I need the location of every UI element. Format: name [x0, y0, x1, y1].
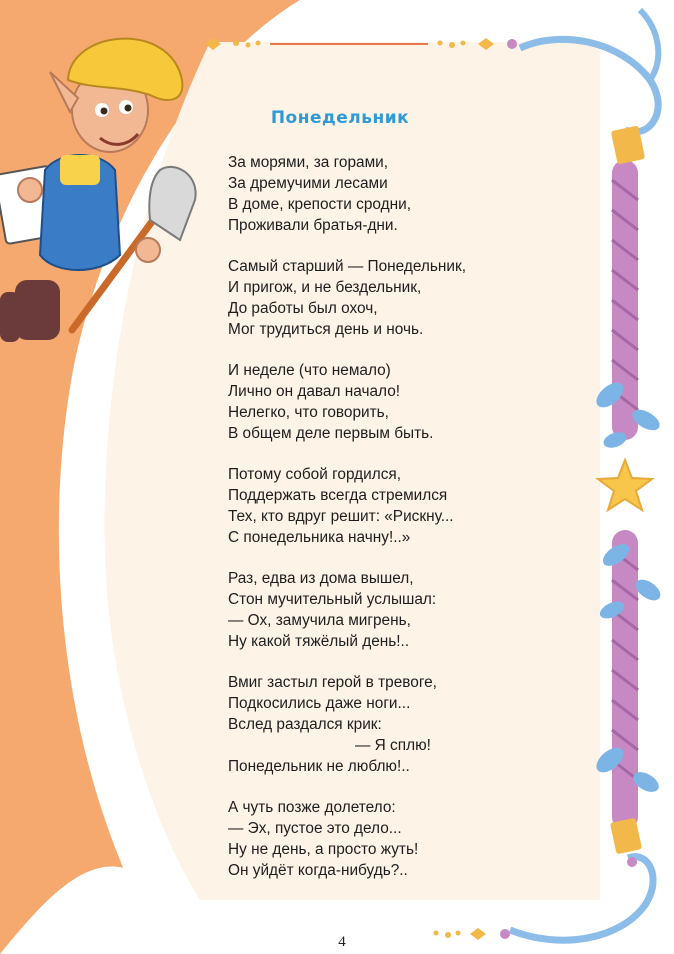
poem-line: — Эх, пустое это дело...: [228, 820, 402, 837]
poem-line: Понедельник не люблю!..: [228, 758, 410, 775]
stanza: [228, 568, 488, 652]
poem-line: Нелегко, что говорить,: [228, 404, 389, 421]
poem-line: Потому собой гордился,: [228, 466, 402, 483]
poem-line: Вслед раздался крик:: [228, 716, 382, 733]
poem-line: И неделе (что немало): [228, 362, 391, 379]
poem-line: Стон мучительный услышал:: [228, 591, 437, 608]
poem-line: Он уйдёт когда-нибудь?..: [228, 862, 408, 879]
poem-line: До работы был охоч,: [228, 300, 378, 317]
poem-line: За дремучими лесами: [228, 175, 388, 192]
poem-line: В общем деле первым быть.: [228, 425, 434, 442]
stanza: [228, 464, 488, 548]
poem-line: А чуть позже долетело:: [228, 799, 396, 816]
poem-line: За морями, за горами,: [228, 154, 389, 171]
poem-line: Вмиг застыл герой в тревоге,: [228, 674, 437, 691]
poem-line: Раз, едва из дома вышел,: [228, 570, 414, 587]
stanza: [228, 797, 488, 881]
poem-line: Ну не день, а просто жуть!: [228, 841, 419, 858]
page-number: 4: [338, 934, 346, 950]
poem-line: Лично он давал начало!: [228, 383, 401, 400]
poem-line: И пригож, и не бездельник,: [228, 279, 422, 296]
poem-title: Понедельник: [270, 108, 410, 128]
poem-line: Подкосились даже ноги...: [228, 695, 411, 712]
poem-line: С понедельника начну!..»: [228, 529, 411, 546]
poem-line: В доме, крепости сродни,: [228, 196, 411, 213]
star-icon: [598, 460, 652, 510]
poem-line: Поддержать всегда стремился: [228, 487, 448, 504]
stanza: [228, 360, 488, 444]
stanza: [228, 152, 488, 236]
stanza: [228, 672, 488, 777]
poem-line: — Я сплю!: [355, 737, 431, 754]
poem-line: Проживали братья-дни.: [228, 217, 398, 234]
poem-line: Тех, кто вдруг решит: «Рискну...: [228, 508, 454, 525]
poem-line: Мог трудиться день и ночь.: [228, 321, 424, 338]
poem-body: [228, 152, 488, 901]
poem-line: Самый старший — Понедельник,: [228, 258, 467, 275]
poem-line: — Ох, замучила мигрень,: [228, 612, 411, 629]
stanza: [228, 256, 488, 340]
poem-line: Ну какой тяжёлый день!..: [228, 633, 410, 650]
